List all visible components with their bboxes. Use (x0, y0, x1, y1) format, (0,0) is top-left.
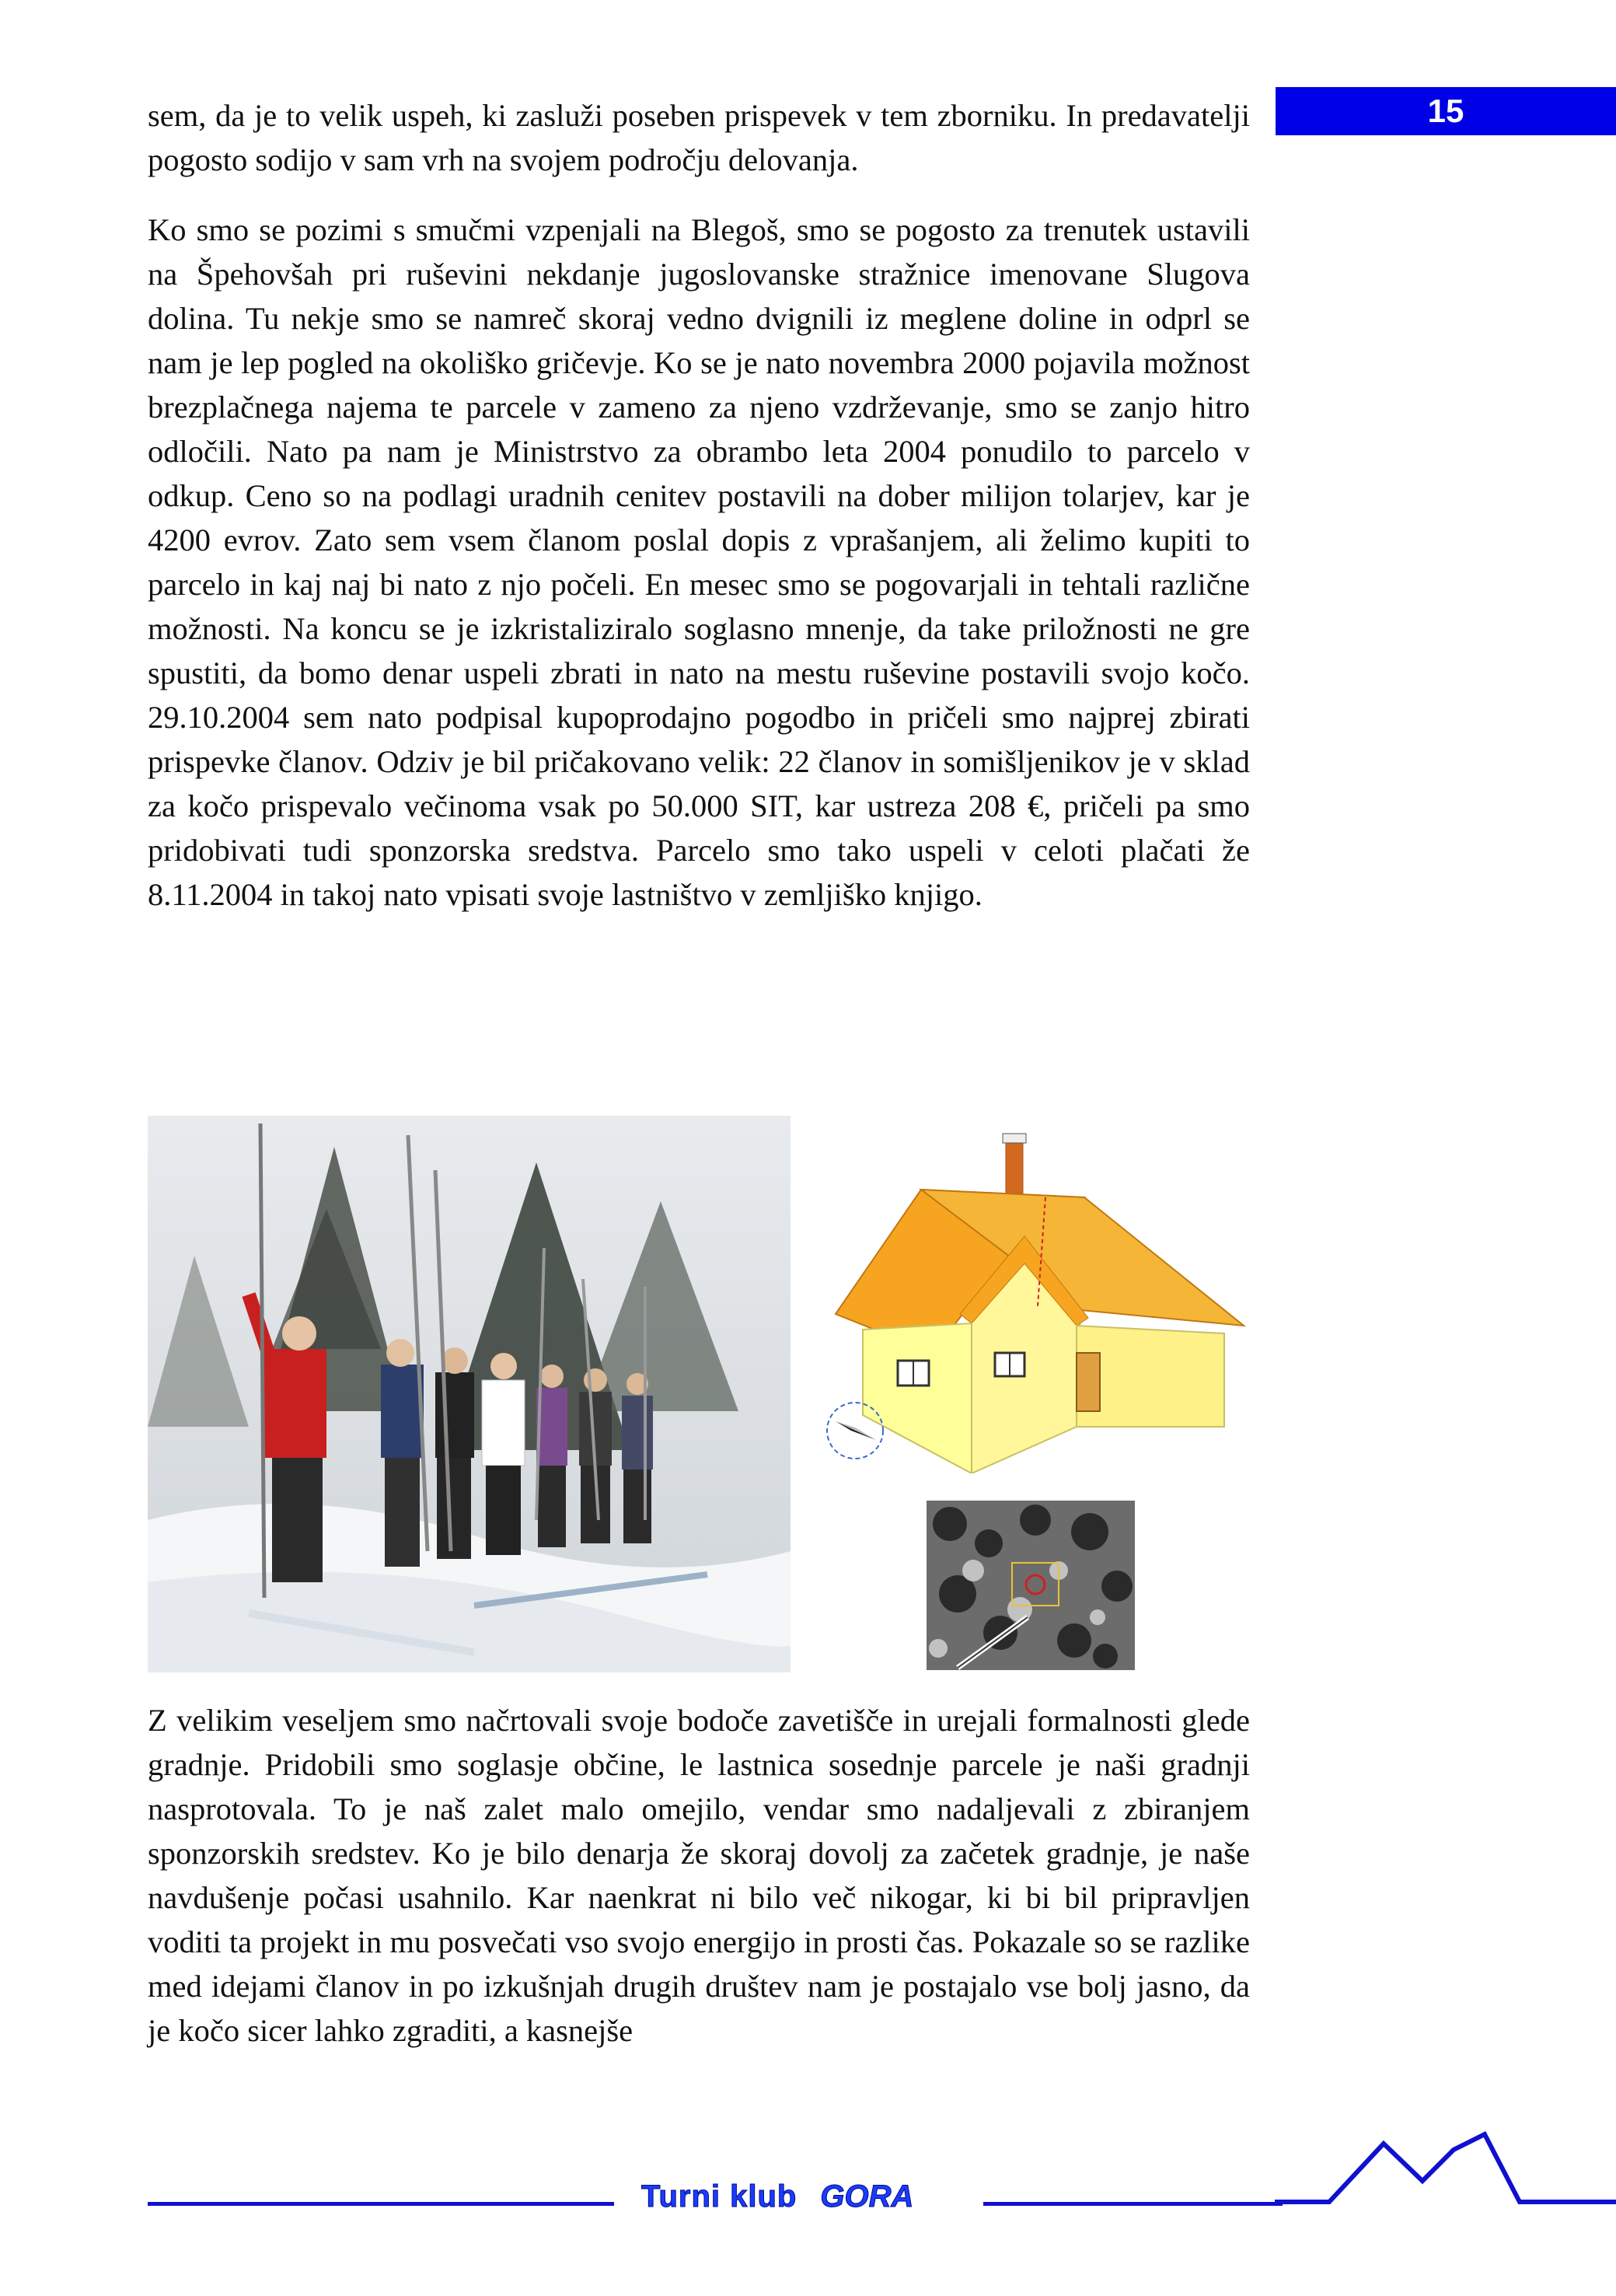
footer-line-left (148, 2202, 614, 2206)
paragraph-purchase-story: Ko smo se pozimi s smučmi vzpenjali na Blegoš, smo se pogosto za trenutek ustavili na Špehovšah pri ruševini nekdanje jugoslovanske stražnice imenovane Slugova dolina. Tu nekje smo se namreč skoraj vedno dvignili iz meglene doline in odprl se nam je lep pogled na okoliško gričevje. Ko se je nato novembra 2000 pojavila možnost brezplačnega najema te parcele v zameno za njeno vzdrževanje, smo se zanjo hitro odločili. Nato pa nam je Ministrstvo za obrambo leta 2004 ponudilo to parcelo v odkup. Ceno so na podlagi uradnih cenitev postavili na dober milijon tolarjev, kar je 4200 evrov. Zato sem vsem članom poslal dopis z vprašanjem, ali želimo kupiti to parcelo in kaj naj bi nato z njo počeli. En mesec smo se pogovarjali in tehtali različne možnosti. Na koncu se je izkristaliziralo soglasno mnenje, da take priložnosti ne gre spustiti, da bomo denar uspeli zbrati in nato na mestu ruševine postavili svojo kočo. 29.10.2004 sem nato podpisal kupoprodajno pogodbo in pričeli smo najprej zbirati prispevke članov. Odziv je bil pričakovano velik: 22 članov in somišljenikov je v sklad za kočo prispevalo večinoma vsak po 50.000 SIT, kar ustreza 208 €, pričeli pa smo pridobivati tudi sponzorska sredstva. Parcelo smo tako uspeli v celoti plačati že 8.11.2004 in takoj nato vpisati svoje lastništvo v zemljiško knjigo. (148, 212, 1250, 912)
intro-paragraph: sem, da je to velik uspeh, ki zasluži poseben prispevek v tem zborniku. In predavatelji pogosto sodijo v sam vrh na svojem področju delovanja. (148, 98, 1250, 177)
compass-north-icon (820, 1400, 890, 1462)
mountain-outline-icon (1275, 2127, 1616, 2212)
club-name: Turni klub (641, 2179, 798, 2214)
terrain-map-image (927, 1501, 1135, 1670)
paragraph-planning-story: Z velikim veseljem smo načrtovali svoje bodoče zavetišče in urejali formalnosti glede gradnje. Pridobili smo soglasje občine, le lastnica sosednje parcele je naši gradnji nasprotovala. To je naš zalet malo omejilo, vendar smo nadaljevali z zbiranjem sponzorskih sredstev. Ko je bilo denarja že skoraj dovolj za začetek gradnje, je naše navdušenje počasi usahnilo. Kar naenkrat ni bilo več nikogar, ki bi bil pripravljen voditi ta projekt in mu posvečati vso svojo energijo in prosti čas. Pokazale so se razlike med idejami članov in po izkušnjah drugih društev nam je postajalo vse bolj jasno, da je kočo sicer lahko zgraditi, a kasnejše (148, 1703, 1250, 2048)
footer-line-right (983, 2202, 1283, 2206)
ski-group-photo (148, 1116, 791, 1672)
club-logo (641, 2177, 952, 2216)
terrain-map-illustration (927, 1501, 1135, 1670)
club-brand: GORA (820, 2179, 914, 2214)
page-number-badge: 15 (1276, 87, 1616, 135)
ski-group-photo-illustration (148, 1116, 791, 1672)
